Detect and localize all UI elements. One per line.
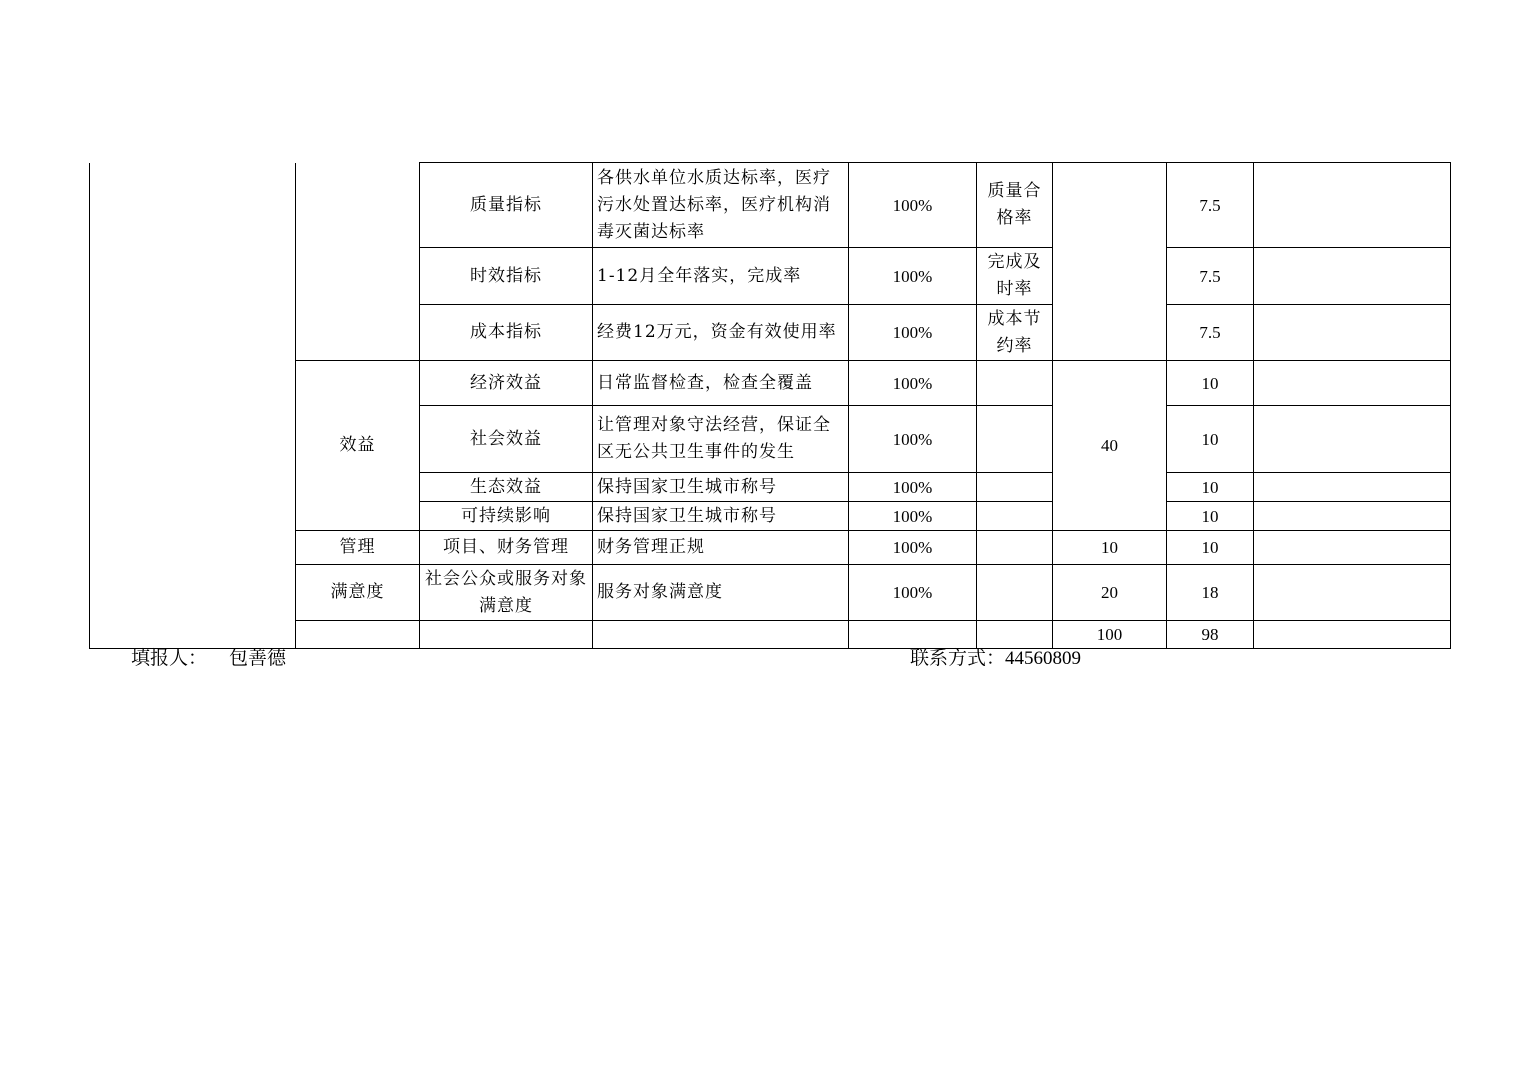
score-cell: 10 [1167,473,1254,502]
indicator-cell: 时效指标 [420,248,593,305]
indicator-cell: 成本指标 [420,305,593,361]
weight-cell: 40 [1053,361,1167,531]
weight-cell [1053,163,1167,361]
score-cell: 7.5 [1167,248,1254,305]
remark-cell [1254,406,1451,473]
content-cell: 各供水单位水质达标率，医疗污水处置达标率，医疗机构消毒灭菌达标率 [593,163,849,248]
content-cell: 经费12万元，资金有效使用率 [593,305,849,361]
actual-cell [977,361,1053,406]
score-cell: 10 [1167,361,1254,406]
contact-label: 联系方式： [910,647,1006,669]
actual-cell [977,531,1053,565]
filler-line [131,645,286,671]
score-cell: 7.5 [1167,163,1254,248]
total-score-cell: 98 [1167,621,1254,649]
indicator-cell: 生态效益 [420,473,593,502]
filler-name: 包善德 [229,647,287,669]
remark-cell [1254,531,1451,565]
target-cell: 100% [849,565,977,621]
actual-cell: 成本节约率 [977,305,1053,361]
content-cell: 1-12月全年落实，完成率 [593,248,849,305]
remark-cell [1254,163,1451,248]
remark-cell [1254,473,1451,502]
empty-cell [296,621,420,649]
content-cell: 保持国家卫生城市称号 [593,502,849,531]
remark-cell [1254,248,1451,305]
contact-value: 44560809 [1005,648,1082,669]
actual-cell [977,502,1053,531]
remark-cell [1254,621,1451,649]
target-cell: 100% [849,531,977,565]
remark-cell [1254,502,1451,531]
target-cell: 100% [849,406,977,473]
actual-cell [977,565,1053,621]
indicator-cell: 社会效益 [420,406,593,473]
actual-cell [977,473,1053,502]
remark-cell [1254,565,1451,621]
remark-cell [1254,305,1451,361]
target-cell: 100% [849,163,977,248]
level1-indicator-cell [90,163,296,649]
target-cell: 100% [849,361,977,406]
score-cell: 18 [1167,565,1254,621]
score-cell: 10 [1167,531,1254,565]
level2-indicator-cell [296,163,420,361]
filler-label: 填报人： [131,647,208,669]
table-row [90,163,1451,248]
indicator-cell: 质量指标 [420,163,593,248]
indicator-cell: 经济效益 [420,361,593,406]
contact-line [910,645,1081,672]
indicator-cell: 可持续影响 [420,502,593,531]
score-cell: 10 [1167,406,1254,473]
indicator-cell: 项目、财务管理 [420,531,593,565]
weight-cell: 20 [1053,565,1167,621]
content-cell: 保持国家卫生城市称号 [593,473,849,502]
target-cell: 100% [849,473,977,502]
remark-cell [1254,361,1451,406]
category-cell: 效益 [296,361,420,531]
content-cell: 服务对象满意度 [593,565,849,621]
score-cell: 7.5 [1167,305,1254,361]
content-cell: 日常监督检查，检查全覆盖 [593,361,849,406]
empty-cell [420,621,593,649]
actual-cell: 完成及时率 [977,248,1053,305]
content-cell: 让管理对象守法经营，保证全区无公共卫生事件的发生 [593,406,849,473]
category-cell: 管理 [296,531,420,565]
total-weight-cell: 100 [1053,621,1167,649]
weight-cell: 10 [1053,531,1167,565]
actual-cell [977,406,1053,473]
performance-table [89,162,1451,649]
category-cell: 满意度 [296,565,420,621]
empty-cell [593,621,849,649]
target-cell: 100% [849,305,977,361]
actual-cell: 质量合格率 [977,163,1053,248]
target-cell: 100% [849,502,977,531]
content-cell: 财务管理正规 [593,531,849,565]
target-cell: 100% [849,248,977,305]
score-cell: 10 [1167,502,1254,531]
indicator-cell: 社会公众或服务对象满意度 [420,565,593,621]
